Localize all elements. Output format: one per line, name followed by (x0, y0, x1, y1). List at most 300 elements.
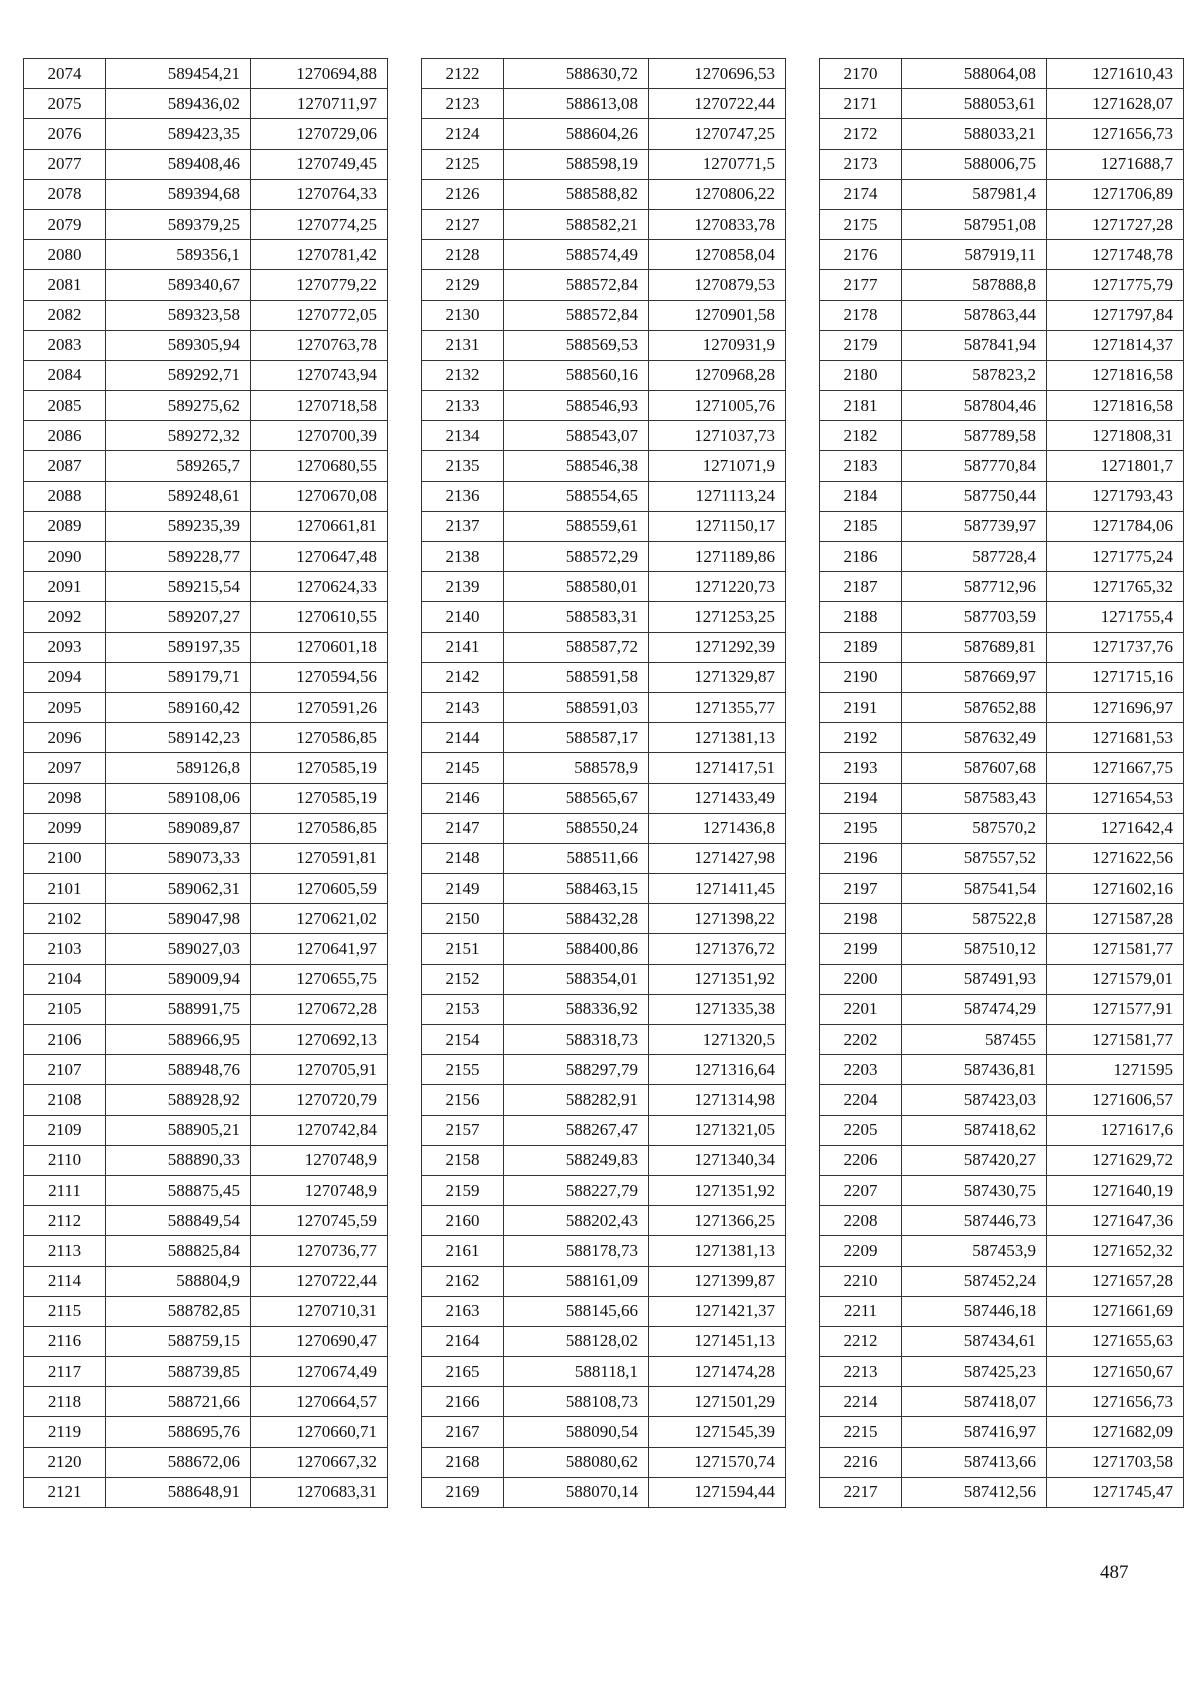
table-row (820, 1447, 1184, 1477)
y-coordinate-cell: 1271411,45 (649, 874, 786, 904)
table-row (24, 904, 388, 934)
point-number-cell: 2189 (820, 632, 902, 662)
y-coordinate-cell: 1270700,39 (251, 421, 388, 451)
x-coordinate-cell: 588875,45 (106, 1175, 251, 1205)
y-coordinate-cell: 1271602,16 (1047, 874, 1184, 904)
x-coordinate-cell: 588090,54 (504, 1417, 649, 1447)
point-number-cell: 2116 (24, 1326, 106, 1356)
table-row (422, 270, 786, 300)
x-coordinate-cell: 587491,93 (902, 964, 1047, 994)
y-coordinate-cell: 1271594,44 (649, 1477, 786, 1507)
x-coordinate-cell: 589323,58 (106, 300, 251, 330)
point-number-cell: 2209 (820, 1236, 902, 1266)
point-number-cell: 2123 (422, 89, 504, 119)
x-coordinate-cell: 588511,66 (504, 843, 649, 873)
point-number-cell: 2089 (24, 511, 106, 541)
y-coordinate-cell: 1270764,33 (251, 179, 388, 209)
x-coordinate-cell: 588336,92 (504, 994, 649, 1024)
table-row (422, 904, 786, 934)
x-coordinate-cell: 589272,32 (106, 421, 251, 451)
point-number-cell: 2113 (24, 1236, 106, 1266)
table-row (820, 360, 1184, 390)
table-row (422, 391, 786, 421)
y-coordinate-cell: 1270771,5 (649, 149, 786, 179)
table-row (422, 874, 786, 904)
table-row (422, 209, 786, 239)
x-coordinate-cell: 587804,46 (902, 391, 1047, 421)
point-number-cell: 2125 (422, 149, 504, 179)
table-row (422, 421, 786, 451)
point-number-cell: 2102 (24, 904, 106, 934)
x-coordinate-cell: 587728,4 (902, 542, 1047, 572)
point-number-cell: 2104 (24, 964, 106, 994)
y-coordinate-cell: 1270781,42 (251, 240, 388, 270)
y-coordinate-cell: 1271727,28 (1047, 209, 1184, 239)
point-number-cell: 2197 (820, 874, 902, 904)
point-number-cell: 2088 (24, 481, 106, 511)
point-number-cell: 2124 (422, 119, 504, 149)
y-coordinate-cell: 1271706,89 (1047, 179, 1184, 209)
y-coordinate-cell: 1270591,26 (251, 692, 388, 722)
table-row (820, 59, 1184, 89)
table-row (820, 270, 1184, 300)
x-coordinate-cell: 589215,54 (106, 572, 251, 602)
y-coordinate-cell: 1271579,01 (1047, 964, 1184, 994)
table-row (820, 1387, 1184, 1417)
y-coordinate-cell: 1271681,53 (1047, 723, 1184, 753)
coordinate-table-1 (23, 58, 388, 1508)
x-coordinate-cell: 587412,56 (902, 1477, 1047, 1507)
table-row (24, 330, 388, 360)
y-coordinate-cell: 1270655,75 (251, 964, 388, 994)
y-coordinate-cell: 1271005,76 (649, 391, 786, 421)
y-coordinate-cell: 1271628,07 (1047, 89, 1184, 119)
y-coordinate-cell: 1270683,31 (251, 1477, 388, 1507)
y-coordinate-cell: 1270692,13 (251, 1025, 388, 1055)
y-coordinate-cell: 1270710,31 (251, 1296, 388, 1326)
y-coordinate-cell: 1270901,58 (649, 300, 786, 330)
y-coordinate-cell: 1271150,17 (649, 511, 786, 541)
table-row (422, 360, 786, 390)
table-row (422, 813, 786, 843)
x-coordinate-cell: 588890,33 (106, 1145, 251, 1175)
x-coordinate-cell: 588432,28 (504, 904, 649, 934)
point-number-cell: 2079 (24, 209, 106, 239)
table-row (422, 602, 786, 632)
table-row (422, 1477, 786, 1507)
point-number-cell: 2217 (820, 1477, 902, 1507)
point-number-cell: 2082 (24, 300, 106, 330)
y-coordinate-cell: 1270661,81 (251, 511, 388, 541)
x-coordinate-cell: 588905,21 (106, 1115, 251, 1145)
table-row (422, 692, 786, 722)
x-coordinate-cell: 588033,21 (902, 119, 1047, 149)
point-number-cell: 2121 (24, 1477, 106, 1507)
table-row (820, 1236, 1184, 1266)
x-coordinate-cell: 587750,44 (902, 481, 1047, 511)
y-coordinate-cell: 1271436,8 (649, 813, 786, 843)
y-coordinate-cell: 1271381,13 (649, 723, 786, 753)
x-coordinate-cell: 588782,85 (106, 1296, 251, 1326)
x-coordinate-cell: 587739,97 (902, 511, 1047, 541)
point-number-cell: 2110 (24, 1145, 106, 1175)
point-number-cell: 2111 (24, 1175, 106, 1205)
point-number-cell: 2119 (24, 1417, 106, 1447)
x-coordinate-cell: 588080,62 (504, 1447, 649, 1477)
point-number-cell: 2214 (820, 1387, 902, 1417)
y-coordinate-cell: 1270722,44 (649, 89, 786, 119)
table-row (422, 59, 786, 89)
table-row (422, 1145, 786, 1175)
point-number-cell: 2192 (820, 723, 902, 753)
point-number-cell: 2198 (820, 904, 902, 934)
table-row (820, 451, 1184, 481)
point-number-cell: 2188 (820, 602, 902, 632)
y-coordinate-cell: 1271606,57 (1047, 1085, 1184, 1115)
x-coordinate-cell: 588118,1 (504, 1357, 649, 1387)
point-number-cell: 2135 (422, 451, 504, 481)
point-number-cell: 2171 (820, 89, 902, 119)
table-row (422, 1266, 786, 1296)
point-number-cell: 2157 (422, 1115, 504, 1145)
point-number-cell: 2145 (422, 753, 504, 783)
table-row (24, 1447, 388, 1477)
table-row (24, 1357, 388, 1387)
table-row (422, 723, 786, 753)
y-coordinate-cell: 1270748,9 (251, 1145, 388, 1175)
table-row (422, 994, 786, 1024)
y-coordinate-cell: 1271682,09 (1047, 1417, 1184, 1447)
point-number-cell: 2087 (24, 451, 106, 481)
y-coordinate-cell: 1271642,4 (1047, 813, 1184, 843)
table-row (820, 511, 1184, 541)
point-number-cell: 2149 (422, 874, 504, 904)
point-number-cell: 2147 (422, 813, 504, 843)
y-coordinate-cell: 1271661,69 (1047, 1296, 1184, 1326)
y-coordinate-cell: 1271417,51 (649, 753, 786, 783)
table-row (820, 572, 1184, 602)
x-coordinate-cell: 587863,44 (902, 300, 1047, 330)
x-coordinate-cell: 589423,35 (106, 119, 251, 149)
y-coordinate-cell: 1271797,84 (1047, 300, 1184, 330)
y-coordinate-cell: 1270674,49 (251, 1357, 388, 1387)
y-coordinate-cell: 1271351,92 (649, 1175, 786, 1205)
x-coordinate-cell: 588966,95 (106, 1025, 251, 1055)
table-row (820, 1266, 1184, 1296)
point-number-cell: 2098 (24, 783, 106, 813)
table-row (820, 813, 1184, 843)
x-coordinate-cell: 588400,86 (504, 934, 649, 964)
x-coordinate-cell: 588202,43 (504, 1206, 649, 1236)
point-number-cell: 2159 (422, 1175, 504, 1205)
x-coordinate-cell: 588591,03 (504, 692, 649, 722)
table-row (422, 330, 786, 360)
point-number-cell: 2181 (820, 391, 902, 421)
point-number-cell: 2200 (820, 964, 902, 994)
point-number-cell: 2131 (422, 330, 504, 360)
table-row (24, 964, 388, 994)
table-row (24, 662, 388, 692)
y-coordinate-cell: 1271801,7 (1047, 451, 1184, 481)
y-coordinate-cell: 1270621,02 (251, 904, 388, 934)
table-row (820, 1175, 1184, 1205)
table-body (422, 59, 786, 1508)
y-coordinate-cell: 1271355,77 (649, 692, 786, 722)
table-row (24, 542, 388, 572)
x-coordinate-cell: 587434,61 (902, 1326, 1047, 1356)
table-row (422, 934, 786, 964)
table-row (24, 270, 388, 300)
x-coordinate-cell: 589292,71 (106, 360, 251, 390)
point-number-cell: 2084 (24, 360, 106, 390)
point-number-cell: 2150 (422, 904, 504, 934)
y-coordinate-cell: 1271748,78 (1047, 240, 1184, 270)
table-body (24, 59, 388, 1508)
y-coordinate-cell: 1270664,57 (251, 1387, 388, 1417)
point-number-cell: 2093 (24, 632, 106, 662)
x-coordinate-cell: 589142,23 (106, 723, 251, 753)
point-number-cell: 2163 (422, 1296, 504, 1326)
point-number-cell: 2106 (24, 1025, 106, 1055)
y-coordinate-cell: 1271433,49 (649, 783, 786, 813)
table-row (24, 1266, 388, 1296)
y-coordinate-cell: 1271696,97 (1047, 692, 1184, 722)
point-number-cell: 2101 (24, 874, 106, 904)
point-number-cell: 2094 (24, 662, 106, 692)
y-coordinate-cell: 1271765,32 (1047, 572, 1184, 602)
point-number-cell: 2080 (24, 240, 106, 270)
point-number-cell: 2139 (422, 572, 504, 602)
x-coordinate-cell: 587420,27 (902, 1145, 1047, 1175)
table-row (422, 1175, 786, 1205)
table-row (422, 1085, 786, 1115)
x-coordinate-cell: 589228,77 (106, 542, 251, 572)
point-number-cell: 2105 (24, 994, 106, 1024)
point-number-cell: 2168 (422, 1447, 504, 1477)
x-coordinate-cell: 588108,73 (504, 1387, 649, 1417)
x-coordinate-cell: 588318,73 (504, 1025, 649, 1055)
point-number-cell: 2194 (820, 783, 902, 813)
x-coordinate-cell: 588721,66 (106, 1387, 251, 1417)
table-row (820, 753, 1184, 783)
x-coordinate-cell: 589408,46 (106, 149, 251, 179)
table-row (24, 1326, 388, 1356)
y-coordinate-cell: 1271037,73 (649, 421, 786, 451)
x-coordinate-cell: 587430,75 (902, 1175, 1047, 1205)
point-number-cell: 2081 (24, 270, 106, 300)
point-number-cell: 2213 (820, 1357, 902, 1387)
point-number-cell: 2126 (422, 179, 504, 209)
point-number-cell: 2174 (820, 179, 902, 209)
table-row (24, 572, 388, 602)
x-coordinate-cell: 588759,15 (106, 1326, 251, 1356)
table-row (422, 783, 786, 813)
x-coordinate-cell: 589179,71 (106, 662, 251, 692)
x-coordinate-cell: 589265,7 (106, 451, 251, 481)
table-row (422, 662, 786, 692)
y-coordinate-cell: 1271253,25 (649, 602, 786, 632)
table-row (24, 1477, 388, 1507)
y-coordinate-cell: 1270670,08 (251, 481, 388, 511)
point-number-cell: 2086 (24, 421, 106, 451)
table-row (820, 1326, 1184, 1356)
coordinate-table-3 (819, 58, 1184, 1508)
table-row (422, 1025, 786, 1055)
y-coordinate-cell: 1270779,22 (251, 270, 388, 300)
x-coordinate-cell: 588006,75 (902, 149, 1047, 179)
y-coordinate-cell: 1271314,98 (649, 1085, 786, 1115)
x-coordinate-cell: 588578,9 (504, 753, 649, 783)
point-number-cell: 2074 (24, 59, 106, 89)
y-coordinate-cell: 1271351,92 (649, 964, 786, 994)
x-coordinate-cell: 589108,06 (106, 783, 251, 813)
x-coordinate-cell: 588053,61 (902, 89, 1047, 119)
y-coordinate-cell: 1271545,39 (649, 1417, 786, 1447)
table-row (820, 1417, 1184, 1447)
table-row (422, 89, 786, 119)
y-coordinate-cell: 1271808,31 (1047, 421, 1184, 451)
point-number-cell: 2207 (820, 1175, 902, 1205)
x-coordinate-cell: 587413,66 (902, 1447, 1047, 1477)
point-number-cell: 2133 (422, 391, 504, 421)
y-coordinate-cell: 1270672,28 (251, 994, 388, 1024)
point-number-cell: 2142 (422, 662, 504, 692)
point-number-cell: 2132 (422, 360, 504, 390)
y-coordinate-cell: 1270806,22 (649, 179, 786, 209)
point-number-cell: 2118 (24, 1387, 106, 1417)
point-number-cell: 2210 (820, 1266, 902, 1296)
x-coordinate-cell: 589436,02 (106, 89, 251, 119)
point-number-cell: 2178 (820, 300, 902, 330)
x-coordinate-cell: 588648,91 (106, 1477, 251, 1507)
y-coordinate-cell: 1270729,06 (251, 119, 388, 149)
y-coordinate-cell: 1271501,29 (649, 1387, 786, 1417)
page-number: 487 (1100, 1562, 1129, 1583)
table-row (422, 1296, 786, 1326)
y-coordinate-cell: 1270858,04 (649, 240, 786, 270)
point-number-cell: 2186 (820, 542, 902, 572)
y-coordinate-cell: 1270641,97 (251, 934, 388, 964)
y-coordinate-cell: 1270743,94 (251, 360, 388, 390)
point-number-cell: 2130 (422, 300, 504, 330)
table-row (24, 1175, 388, 1205)
point-number-cell: 2166 (422, 1387, 504, 1417)
table-row (820, 632, 1184, 662)
x-coordinate-cell: 589009,94 (106, 964, 251, 994)
point-number-cell: 2183 (820, 451, 902, 481)
x-coordinate-cell: 588282,91 (504, 1085, 649, 1115)
y-coordinate-cell: 1270931,9 (649, 330, 786, 360)
x-coordinate-cell: 588598,19 (504, 149, 649, 179)
x-coordinate-cell: 588463,15 (504, 874, 649, 904)
y-coordinate-cell: 1271292,39 (649, 632, 786, 662)
x-coordinate-cell: 588825,84 (106, 1236, 251, 1266)
y-coordinate-cell: 1270586,85 (251, 813, 388, 843)
table-row (422, 964, 786, 994)
y-coordinate-cell: 1271335,38 (649, 994, 786, 1024)
point-number-cell: 2128 (422, 240, 504, 270)
table-row (24, 179, 388, 209)
point-number-cell: 2170 (820, 59, 902, 89)
y-coordinate-cell: 1270586,85 (251, 723, 388, 753)
point-number-cell: 2158 (422, 1145, 504, 1175)
point-number-cell: 2095 (24, 692, 106, 722)
y-coordinate-cell: 1270879,53 (649, 270, 786, 300)
table-row (820, 602, 1184, 632)
y-coordinate-cell: 1271581,77 (1047, 934, 1184, 964)
x-coordinate-cell: 587981,4 (902, 179, 1047, 209)
point-number-cell: 2204 (820, 1085, 902, 1115)
table-row (24, 119, 388, 149)
point-number-cell: 2112 (24, 1206, 106, 1236)
point-number-cell: 2115 (24, 1296, 106, 1326)
point-number-cell: 2173 (820, 149, 902, 179)
y-coordinate-cell: 1270647,48 (251, 542, 388, 572)
point-number-cell: 2143 (422, 692, 504, 722)
y-coordinate-cell: 1271474,28 (649, 1357, 786, 1387)
y-coordinate-cell: 1270660,71 (251, 1417, 388, 1447)
table-row (24, 391, 388, 421)
point-number-cell: 2195 (820, 813, 902, 843)
table-row (820, 300, 1184, 330)
table-row (820, 843, 1184, 873)
x-coordinate-cell: 588565,67 (504, 783, 649, 813)
table-row (820, 723, 1184, 753)
table-row (422, 1206, 786, 1236)
point-number-cell: 2097 (24, 753, 106, 783)
x-coordinate-cell: 587452,24 (902, 1266, 1047, 1296)
y-coordinate-cell: 1271570,74 (649, 1447, 786, 1477)
table-row (422, 481, 786, 511)
table-row (422, 1447, 786, 1477)
x-coordinate-cell: 588574,49 (504, 240, 649, 270)
x-coordinate-cell: 587474,29 (902, 994, 1047, 1024)
table-row (24, 481, 388, 511)
x-coordinate-cell: 587418,62 (902, 1115, 1047, 1145)
y-coordinate-cell: 1271321,05 (649, 1115, 786, 1145)
y-coordinate-cell: 1271595 (1047, 1055, 1184, 1085)
x-coordinate-cell: 589089,87 (106, 813, 251, 843)
point-number-cell: 2206 (820, 1145, 902, 1175)
table-row (820, 874, 1184, 904)
x-coordinate-cell: 587919,11 (902, 240, 1047, 270)
y-coordinate-cell: 1270968,28 (649, 360, 786, 390)
point-number-cell: 2164 (422, 1326, 504, 1356)
table-row (422, 240, 786, 270)
x-coordinate-cell: 589126,8 (106, 753, 251, 783)
x-coordinate-cell: 588550,24 (504, 813, 649, 843)
table-row (422, 1417, 786, 1447)
x-coordinate-cell: 589160,42 (106, 692, 251, 722)
y-coordinate-cell: 1271427,98 (649, 843, 786, 873)
x-coordinate-cell: 588227,79 (504, 1175, 649, 1205)
point-number-cell: 2202 (820, 1025, 902, 1055)
point-number-cell: 2108 (24, 1085, 106, 1115)
x-coordinate-cell: 589305,94 (106, 330, 251, 360)
y-coordinate-cell: 1271647,36 (1047, 1206, 1184, 1236)
y-coordinate-cell: 1271703,58 (1047, 1447, 1184, 1477)
x-coordinate-cell: 588804,9 (106, 1266, 251, 1296)
x-coordinate-cell: 588591,58 (504, 662, 649, 692)
x-coordinate-cell: 587607,68 (902, 753, 1047, 783)
y-coordinate-cell: 1270585,19 (251, 753, 388, 783)
point-number-cell: 2078 (24, 179, 106, 209)
point-number-cell: 2100 (24, 843, 106, 873)
x-coordinate-cell: 588604,26 (504, 119, 649, 149)
x-coordinate-cell: 589275,62 (106, 391, 251, 421)
point-number-cell: 2127 (422, 209, 504, 239)
y-coordinate-cell: 1271577,91 (1047, 994, 1184, 1024)
